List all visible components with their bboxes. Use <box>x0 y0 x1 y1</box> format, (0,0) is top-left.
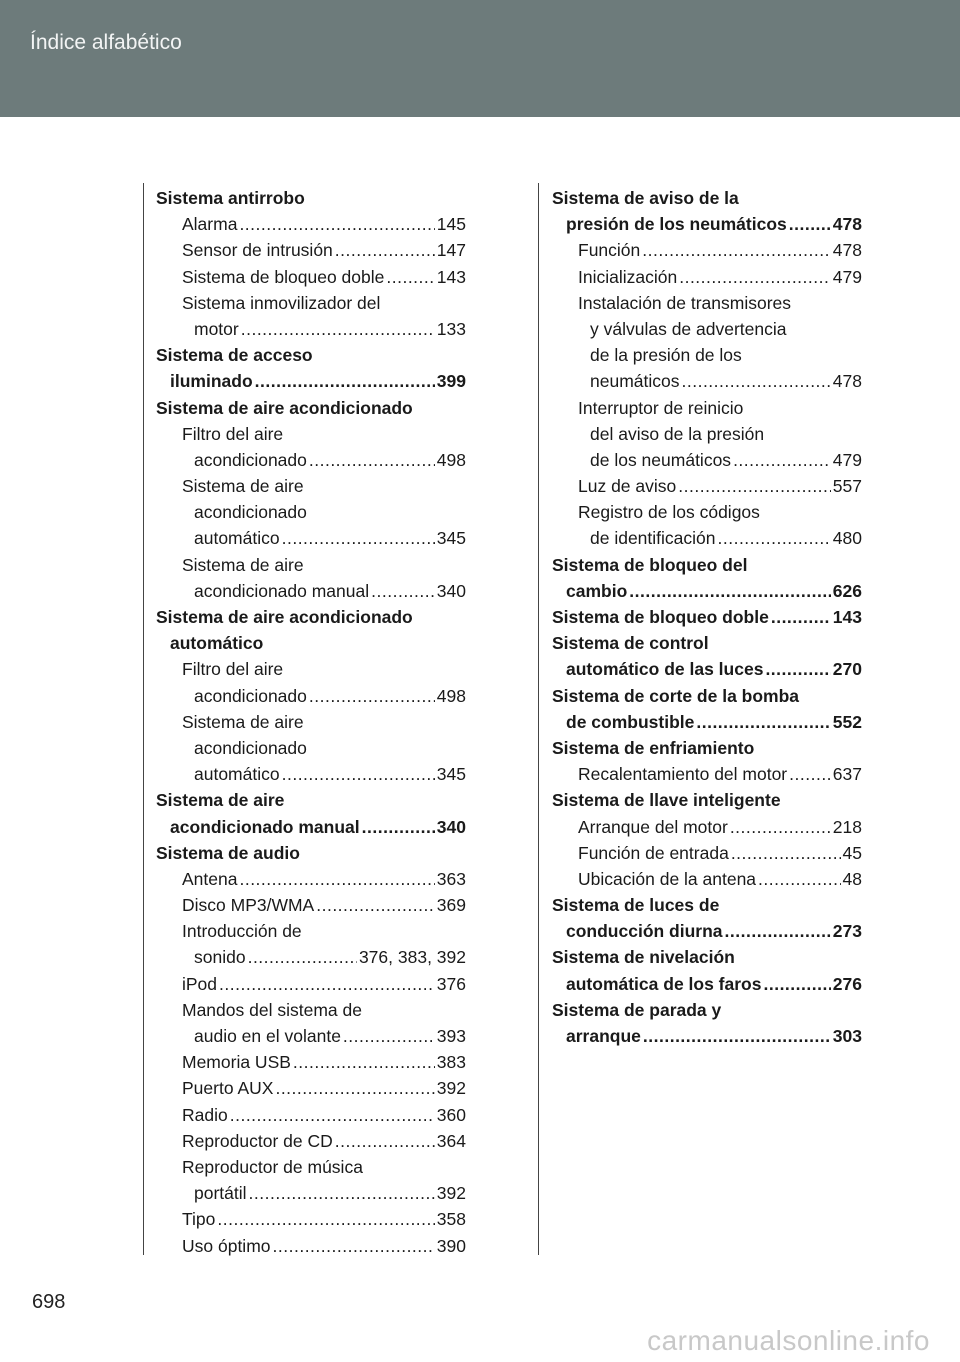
entry-text: Disco MP3/WMA <box>182 895 315 916</box>
index-entry <box>552 604 862 630</box>
entry-line <box>156 237 466 263</box>
index-entry <box>552 683 862 735</box>
dot-leader <box>362 814 435 840</box>
index-subentry <box>156 1075 466 1101</box>
entry-text: Ubicación de la antena <box>578 868 757 889</box>
entry-text: Memoria USB <box>182 1052 291 1073</box>
page-reference: 376 <box>436 973 466 994</box>
page-reference: 498 <box>436 685 466 706</box>
index-subentry <box>156 971 466 997</box>
entry-text: Sistema de bloqueo doble <box>182 266 385 287</box>
dot-leader <box>678 473 831 499</box>
index-subentry <box>552 290 862 395</box>
entry-text: Función de entrada <box>578 842 729 863</box>
entry-line <box>156 368 466 394</box>
entry-text: de los neumáticos <box>590 449 732 470</box>
index-subentry <box>156 892 466 918</box>
page-reference: 383 <box>436 1052 466 1073</box>
index-subentry <box>156 473 466 552</box>
dot-leader <box>282 525 435 551</box>
index-entry <box>552 185 862 237</box>
entry-line <box>156 473 466 499</box>
entry-line <box>156 630 466 656</box>
index-subentry <box>156 997 466 1049</box>
entry-line <box>552 683 862 709</box>
index-entry <box>552 630 862 682</box>
dot-leader <box>725 918 831 944</box>
dot-leader <box>771 604 831 630</box>
entry-line <box>552 342 862 368</box>
entry-text: del aviso de la presión <box>590 423 765 444</box>
index-entry <box>156 840 466 866</box>
index-subentry <box>156 918 466 970</box>
entry-line <box>156 395 466 421</box>
index-subentry <box>156 211 466 237</box>
dot-leader <box>309 683 435 709</box>
index-entry <box>156 185 466 211</box>
entry-line <box>156 342 466 368</box>
entry-line <box>552 1023 862 1049</box>
entry-text: Sistema de enfriamiento <box>552 737 755 758</box>
page-reference: 369 <box>436 895 466 916</box>
entry-text: acondicionado <box>194 685 307 706</box>
entry-text: automático <box>170 633 264 654</box>
page-reference: 392 <box>436 1078 466 1099</box>
entry-text: Sensor de intrusión <box>182 240 333 261</box>
entry-text: Interruptor de reinicio <box>578 397 744 418</box>
entry-line <box>156 1128 466 1154</box>
dot-leader <box>217 1206 434 1232</box>
dot-leader <box>255 368 435 394</box>
entry-line <box>156 421 466 447</box>
entry-line <box>552 264 862 290</box>
entry-line <box>552 630 862 656</box>
entry-text: audio en el volante <box>194 1026 341 1046</box>
entry-text: Introducción de <box>182 921 302 942</box>
entry-text: Antena <box>182 868 238 889</box>
entry-line <box>552 237 862 263</box>
entry-text: Radio <box>182 1104 228 1125</box>
section-title: Índice alfabético <box>30 31 182 54</box>
dot-leader <box>718 525 831 551</box>
entry-text: Sistema antirrobo <box>156 188 305 208</box>
entry-text: Sistema de parada y <box>552 999 722 1020</box>
entry-text: y válvulas de advertencia <box>590 318 787 339</box>
index-entry <box>156 604 466 656</box>
index-subentry <box>552 473 862 499</box>
dot-leader <box>758 866 840 892</box>
entry-line <box>552 368 862 394</box>
page-reference: 552 <box>832 711 862 732</box>
entry-text: automática de los faros <box>566 973 762 994</box>
entry-line <box>552 866 862 892</box>
dot-leader <box>643 1023 831 1049</box>
entry-line <box>156 683 466 709</box>
dot-leader <box>293 1049 435 1075</box>
entry-text: Sistema de bloqueo del <box>552 554 748 575</box>
index-subentry <box>156 1049 466 1075</box>
entry-line <box>552 316 862 342</box>
page-reference: 218 <box>832 816 862 837</box>
page-reference: 45 <box>842 842 862 863</box>
entry-text: Recalentamiento del motor <box>578 764 788 785</box>
entry-line <box>552 709 862 735</box>
entry-line <box>552 787 862 813</box>
entry-text: automático <box>194 528 280 549</box>
page-reference: 557 <box>832 476 862 497</box>
page-reference: 340 <box>436 580 466 601</box>
entry-text: Luz de aviso <box>578 476 677 497</box>
dot-leader <box>763 971 830 997</box>
page-reference: 393 <box>436 1026 466 1046</box>
index-column-left <box>156 185 466 1259</box>
entry-text: acondicionado <box>194 737 307 758</box>
entry-line <box>156 918 466 944</box>
index-entry <box>552 552 862 604</box>
page-reference: 479 <box>832 449 862 470</box>
page-reference: 145 <box>436 214 466 235</box>
dot-leader <box>309 447 435 473</box>
entry-text: Sistema de luces de <box>552 895 720 916</box>
dot-leader <box>731 840 841 866</box>
entry-line <box>156 814 466 840</box>
entry-text: Sistema de control <box>552 633 709 654</box>
dot-leader <box>335 1128 435 1154</box>
dot-leader <box>679 264 831 290</box>
entry-line <box>156 944 466 970</box>
dot-leader <box>335 237 435 263</box>
dot-leader <box>219 971 435 997</box>
page-header <box>0 0 960 117</box>
page-reference: 390 <box>436 1235 466 1256</box>
entry-line <box>552 185 862 211</box>
entry-text: Reproductor de CD <box>182 1130 333 1151</box>
page-reference: 399 <box>436 371 466 392</box>
page-reference: 376, 383, 392 <box>358 947 466 968</box>
entry-text: Uso óptimo <box>182 1235 271 1256</box>
entry-text: acondicionado manual <box>194 580 370 601</box>
entry-line <box>552 525 862 551</box>
entry-text: acondicionado <box>194 449 307 470</box>
index-entry <box>552 997 862 1049</box>
entry-line <box>552 944 862 970</box>
page-reference: 345 <box>436 764 466 785</box>
column-rule-left <box>143 183 144 1255</box>
dot-leader <box>386 264 434 290</box>
entry-line <box>156 499 466 525</box>
entry-text: portátil <box>194 1183 247 1204</box>
entry-line <box>552 395 862 421</box>
entry-line <box>156 264 466 290</box>
index-subentry <box>156 237 466 263</box>
entry-text: Arranque del motor <box>578 816 728 837</box>
page-reference: 478 <box>832 371 862 392</box>
entry-line <box>156 578 466 604</box>
entry-text: acondicionado manual <box>170 816 360 837</box>
entry-line <box>156 1023 466 1049</box>
entry-text: Filtro del aire <box>182 423 284 444</box>
index-entry <box>156 787 466 839</box>
page-reference: 133 <box>436 318 466 339</box>
entry-line <box>552 473 862 499</box>
entry-text: Sistema inmovilizador del <box>182 292 381 313</box>
page-reference: 480 <box>832 528 862 549</box>
entry-text: Sistema de nivelación <box>552 947 735 968</box>
index-subentry <box>156 1102 466 1128</box>
dot-leader <box>239 211 434 237</box>
entry-line <box>156 1180 466 1206</box>
index-subentry <box>156 264 466 290</box>
entry-text: presión de los neumáticos <box>566 214 787 235</box>
entry-line <box>552 918 862 944</box>
entry-text: Sistema de corte de la bomba <box>552 685 800 706</box>
entry-text: Alarma <box>182 214 238 235</box>
dot-leader <box>230 1102 435 1128</box>
index-entry <box>552 787 862 813</box>
entry-line <box>552 656 862 682</box>
entry-text: Tipo <box>182 1209 216 1230</box>
page-reference: 479 <box>832 266 862 287</box>
page-reference: 147 <box>436 240 466 261</box>
dot-leader <box>371 578 435 604</box>
entry-line <box>156 290 466 316</box>
dot-leader <box>275 1075 434 1101</box>
entry-line <box>156 604 466 630</box>
entry-text: Sistema de aire acondicionado <box>156 607 413 627</box>
page-reference: 363 <box>436 868 466 889</box>
entry-line <box>156 1102 466 1128</box>
entry-line <box>552 552 862 578</box>
index-subentry <box>552 264 862 290</box>
entry-line <box>156 840 466 866</box>
entry-text: de combustible <box>566 711 695 732</box>
entry-line <box>552 290 862 316</box>
page-reference: 498 <box>436 449 466 470</box>
entry-text: Sistema de bloqueo doble <box>552 607 769 627</box>
entry-line <box>552 840 862 866</box>
index-subentry <box>156 709 466 788</box>
index-subentry <box>156 1233 466 1259</box>
entry-text: Función <box>578 240 641 261</box>
dot-leader <box>730 814 831 840</box>
page-number: 698 <box>32 1291 66 1313</box>
entry-line <box>156 709 466 735</box>
index-entry <box>156 395 466 421</box>
index-entry <box>552 735 862 761</box>
index-subentry <box>552 866 862 892</box>
index-subentry <box>156 421 466 473</box>
dot-leader <box>682 368 831 394</box>
page-reference: 303 <box>832 1026 862 1046</box>
entry-text: arranque <box>566 1026 641 1046</box>
page-reference: 358 <box>436 1209 466 1230</box>
dot-leader <box>248 944 357 970</box>
entry-text: Sistema de aire <box>156 790 285 811</box>
index-subentry <box>156 552 466 604</box>
dot-leader <box>282 761 435 787</box>
entry-text: Sistema de llave inteligente <box>552 790 781 811</box>
index-column-right <box>552 185 862 1049</box>
entry-text: Sistema de aire <box>182 711 304 732</box>
page-reference: 276 <box>832 973 862 994</box>
entry-line <box>156 1154 466 1180</box>
index-subentry <box>156 866 466 892</box>
entry-text: Instalación de transmisores <box>578 292 792 313</box>
index-subentry <box>552 814 862 840</box>
entry-text: automático <box>194 764 280 785</box>
entry-line <box>156 761 466 787</box>
index-subentry <box>156 1128 466 1154</box>
index-subentry <box>552 237 862 263</box>
index-entry <box>552 892 862 944</box>
entry-line <box>156 892 466 918</box>
entry-text: Sistema de aviso de la <box>552 188 739 208</box>
page-reference: 478 <box>832 214 862 235</box>
entry-line <box>156 735 466 761</box>
index-subentry <box>552 840 862 866</box>
entry-text: Registro de los códigos <box>578 502 760 523</box>
entry-line <box>552 604 862 630</box>
dot-leader <box>629 578 831 604</box>
index-entry <box>552 944 862 996</box>
entry-line <box>156 787 466 813</box>
index-subentry <box>552 395 862 474</box>
entry-line <box>552 997 862 1023</box>
entry-line <box>156 447 466 473</box>
entry-line <box>156 866 466 892</box>
entry-text: automático de las luces <box>566 659 764 680</box>
entry-text: Sistema de aire <box>182 476 304 497</box>
dot-leader <box>239 866 434 892</box>
page-reference: 143 <box>436 266 466 287</box>
entry-line <box>552 814 862 840</box>
entry-text: Puerto AUX <box>182 1078 274 1099</box>
entry-line <box>156 1075 466 1101</box>
entry-line <box>552 892 862 918</box>
entry-text: motor <box>194 318 239 339</box>
entry-text: Sistema de aire acondicionado <box>156 397 413 418</box>
entry-line <box>552 499 862 525</box>
entry-line <box>552 211 862 237</box>
page-reference: 626 <box>832 580 862 601</box>
index-subentry <box>156 1206 466 1232</box>
page-reference: 340 <box>436 816 466 837</box>
page-reference: 143 <box>832 607 862 627</box>
entry-text: cambio <box>566 580 628 601</box>
entry-line <box>156 185 466 211</box>
entry-line <box>156 1233 466 1259</box>
entry-line <box>552 578 862 604</box>
index-subentry <box>156 290 466 342</box>
dot-leader <box>765 656 830 682</box>
entry-text: Sistema de audio <box>156 842 300 863</box>
entry-line <box>156 997 466 1023</box>
dot-leader <box>343 1023 435 1049</box>
index-entry <box>156 342 466 394</box>
entry-line <box>552 761 862 787</box>
dot-leader <box>789 761 831 787</box>
dot-leader <box>249 1180 435 1206</box>
entry-text: conducción diurna <box>566 921 723 942</box>
index-subentry <box>156 656 466 708</box>
entry-line <box>156 552 466 578</box>
entry-text: Inicialización <box>578 266 678 287</box>
entry-text: iPod <box>182 973 218 994</box>
entry-line <box>156 211 466 237</box>
entry-text: Sistema de aire <box>182 554 304 575</box>
dot-leader <box>273 1233 435 1259</box>
page-reference: 364 <box>436 1130 466 1151</box>
entry-line <box>156 316 466 342</box>
index-subentry <box>156 1154 466 1206</box>
page-reference: 637 <box>832 764 862 785</box>
page-reference: 270 <box>832 659 862 680</box>
entry-text: de la presión de los <box>590 345 742 366</box>
page-reference: 345 <box>436 528 466 549</box>
watermark: carmanualsonline.info <box>647 1325 930 1356</box>
dot-leader <box>241 316 435 342</box>
index-subentry <box>552 761 862 787</box>
dot-leader <box>696 709 830 735</box>
entry-text: neumáticos <box>590 371 680 392</box>
entry-line <box>552 735 862 761</box>
page-reference: 478 <box>832 240 862 261</box>
entry-line <box>156 971 466 997</box>
entry-line <box>156 1206 466 1232</box>
page-reference: 273 <box>832 921 862 942</box>
dot-leader <box>789 211 831 237</box>
entry-line <box>552 421 862 447</box>
page-reference: 360 <box>436 1104 466 1125</box>
column-rule-right <box>538 183 539 1255</box>
dot-leader <box>316 892 435 918</box>
entry-line <box>552 447 862 473</box>
entry-line <box>156 656 466 682</box>
entry-line <box>156 1049 466 1075</box>
entry-text: Filtro del aire <box>182 659 284 680</box>
entry-line <box>156 525 466 551</box>
index-subentry <box>552 499 862 551</box>
entry-text: iluminado <box>170 371 253 392</box>
dot-leader <box>642 237 831 263</box>
entry-line <box>552 971 862 997</box>
page-reference: 392 <box>436 1183 466 1204</box>
entry-text: de identificación <box>590 528 716 549</box>
entry-text: Sistema de acceso <box>156 345 313 366</box>
dot-leader <box>733 447 831 473</box>
entry-text: Reproductor de música <box>182 1156 363 1177</box>
entry-text: Mandos del sistema de <box>182 999 362 1020</box>
entry-text: sonido <box>194 947 246 968</box>
page-reference: 48 <box>842 868 862 889</box>
entry-text: acondicionado <box>194 502 307 523</box>
